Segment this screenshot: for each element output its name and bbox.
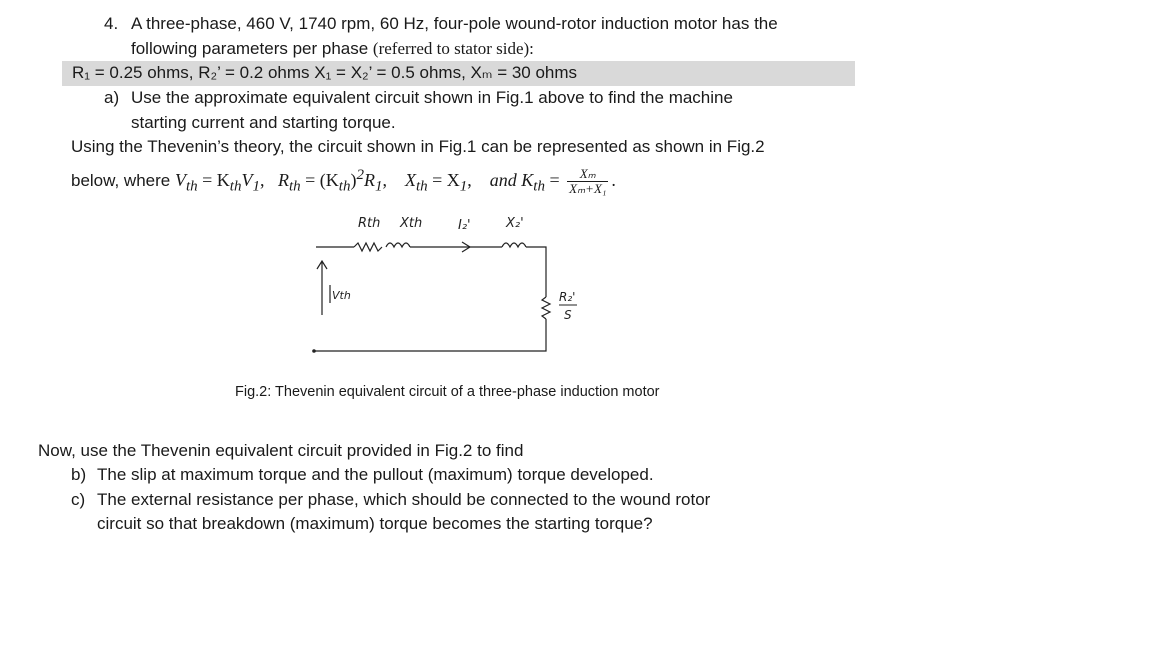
eq-r1-sub: 1	[374, 178, 383, 195]
eq-equals-1: = K	[197, 170, 230, 190]
thevenin-line-1: Using the Thevenin’s theory, the circuit shown in Fig.1 can be represented as shown in Fig.2	[71, 137, 765, 156]
followup-intro: Now, use the Thevenin equivalent circuit provided in Fig.2 to find	[38, 441, 524, 460]
figure-caption: Fig.2: Thevenin equivalent circuit of a three-phase induction motor	[235, 384, 660, 400]
r2s-numerator: R₂'	[559, 290, 576, 304]
r2s-denominator: S	[564, 308, 572, 322]
r2s-resistor-symbol	[542, 297, 550, 319]
part-c-line-2: circuit so that breakdown (maximum) torque becomes the starting torque?	[97, 514, 653, 533]
part-b-label: b)	[71, 465, 87, 484]
vth-label: Vth	[332, 289, 351, 302]
eq-kth2-sub: th	[338, 178, 351, 195]
thevenin-circuit-diagram	[300, 205, 620, 365]
problem-line-2	[131, 38, 534, 60]
eq-comma-3: ,	[467, 170, 472, 190]
problem-line-2a: following parameters per phase	[131, 39, 373, 58]
kth-fraction	[567, 167, 608, 196]
eq-kth-sub: th	[229, 178, 242, 195]
eq-and-kth: and K	[489, 170, 534, 190]
part-c-label: c)	[71, 490, 86, 509]
thevenin-prefix: below, where	[71, 171, 175, 190]
right-wire	[314, 319, 546, 351]
eq-rth: R	[277, 170, 289, 190]
rth-label: Rth	[358, 216, 381, 231]
top-wire-right	[526, 247, 546, 297]
eq-rth-sub: th	[288, 178, 301, 195]
eq-comma-1: ,	[259, 170, 265, 190]
eq-equals-2: = (K	[300, 170, 339, 190]
bottom-terminal	[312, 349, 316, 353]
xth-label: Xth	[400, 216, 423, 231]
part-c-line-1: The external resistance per phase, which should be connected to the wound rotor	[97, 490, 711, 509]
problem-line-1: A three-phase, 460 V, 1740 rpm, 60 Hz, four-pole wound-rotor induction motor has the	[131, 14, 778, 33]
parameters-line: R₁ = 0.25 ohms, R₂’ = 0.2 ohms X₁ = X₂’ = 0.5 ohms, Xₘ = 30 ohms	[72, 63, 578, 82]
part-a-label: a)	[104, 88, 120, 107]
rth-resistor-symbol	[354, 243, 382, 251]
eq-v1-sub: 1	[252, 178, 260, 195]
eq-equals-3: = X	[427, 170, 460, 190]
x2-inductor-symbol	[502, 243, 526, 247]
i2-label: I₂'	[458, 218, 471, 233]
eq-v1: V	[241, 170, 253, 190]
part-b-text: The slip at maximum torque and the pullout (maximum) torque developed.	[97, 465, 654, 484]
eq-equals-4: =	[544, 170, 565, 190]
part-a-line-2: starting current and starting torque.	[131, 113, 396, 132]
fraction-numerator: Xₘ	[567, 167, 608, 182]
eq-vth-sub: th	[185, 178, 198, 195]
xth-inductor-symbol	[386, 243, 410, 247]
eq-comma-2: ,	[382, 170, 387, 190]
vth-arrow	[317, 261, 327, 315]
eq-xth-sub: th	[415, 178, 428, 195]
part-a-line-1: Use the approximate equivalent circuit shown in Fig.1 above to find the machine	[131, 88, 733, 107]
eq-xth: X	[404, 170, 416, 190]
eq-x1-sub: 1	[459, 178, 468, 195]
problem-line-2b: (referred to stator side):	[372, 39, 534, 58]
eq-period: .	[611, 170, 616, 190]
eq-kth3-sub: th	[533, 178, 545, 195]
eq-square: 2	[356, 167, 364, 183]
thevenin-line-2	[71, 164, 616, 198]
thevenin-equation	[174, 166, 616, 197]
eq-paren: )	[350, 170, 357, 190]
fraction-denominator: Xₘ+X₁	[569, 181, 607, 197]
eq-r1: R	[363, 170, 375, 190]
problem-number: 4.	[104, 14, 119, 33]
x2-label: X₂'	[506, 216, 524, 231]
eq-vth: V	[174, 170, 186, 190]
